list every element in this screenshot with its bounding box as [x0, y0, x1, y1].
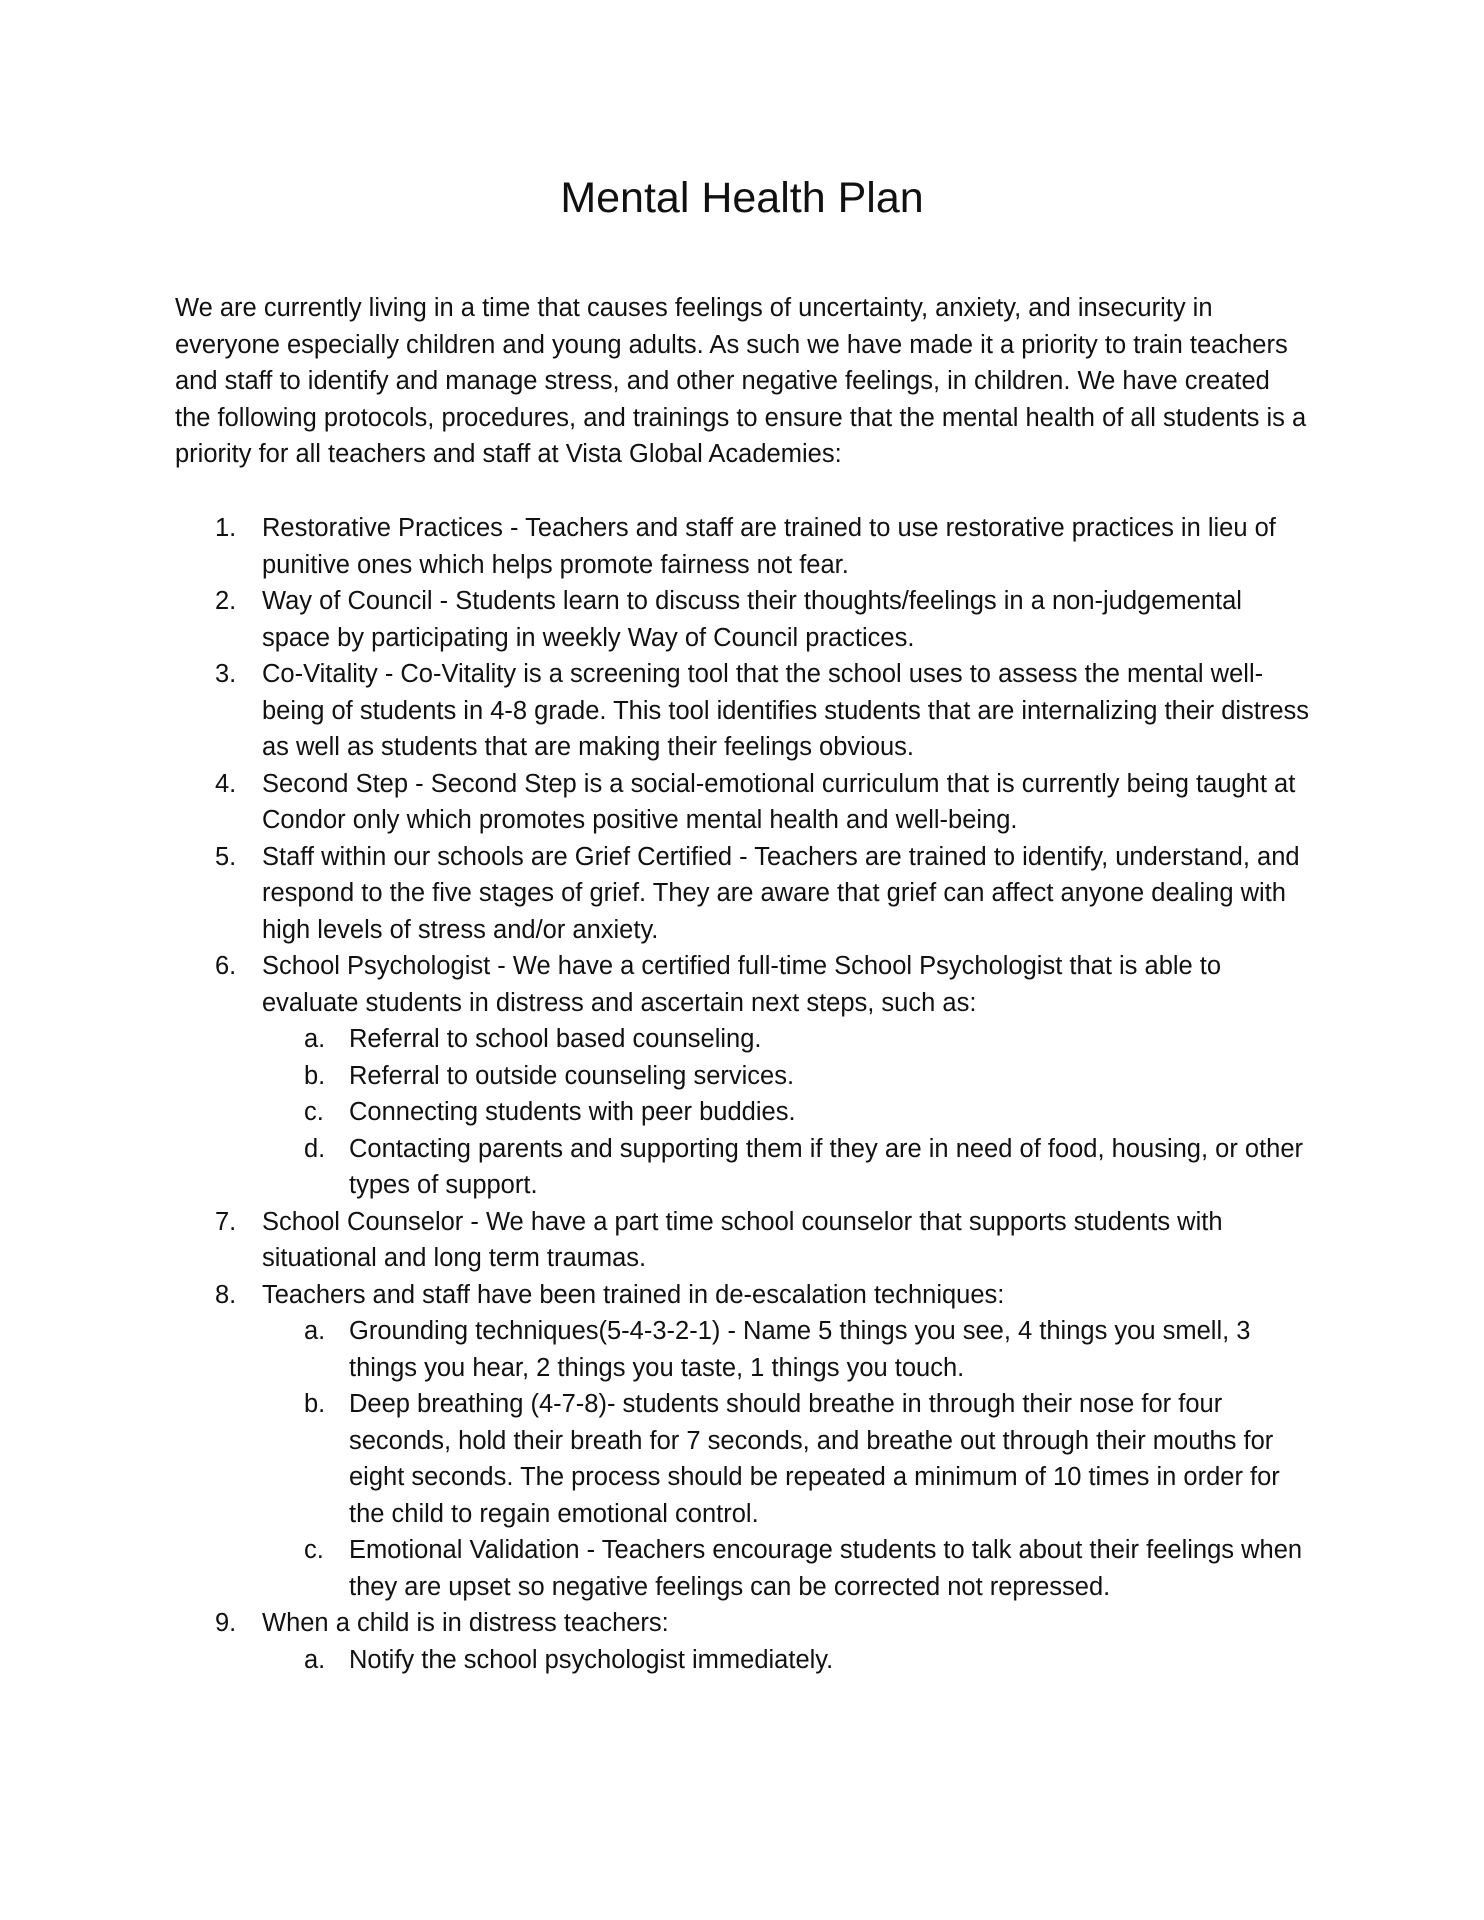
list-item — [175, 1204, 1310, 1277]
sub-list-item — [262, 1058, 1310, 1095]
numbered-list — [175, 510, 1310, 1678]
list-item-number: 9. — [215, 1609, 237, 1637]
list-item — [175, 839, 1310, 949]
list-item-number: 3. — [215, 660, 237, 688]
list-item-text: School Counselor - We have a part time school counselor that supports students with situational and long term traumas. — [262, 1207, 1223, 1272]
list-item — [175, 948, 1310, 1204]
sub-list — [262, 1313, 1310, 1605]
sub-list-item-text: Notify the school psychologist immediately. — [349, 1645, 834, 1674]
intro-paragraph: We are currently living in a time that causes feelings of uncertainty, anxiety, and insecurity in everyone especially children and young adults. As such we have made it a priority to train teachers and staff to identify and manage stress, and other negative feelings, in children. We have created the following protocols, procedures, and trainings to ensure that the mental health of all students is a priority for all teachers and staff at Vista Global Academies: — [175, 294, 1307, 468]
sub-list-item — [262, 1131, 1310, 1204]
list-item-number: 7. — [215, 1207, 237, 1236]
list-item-text: Co-Vitality - Co-Vitality is a screening tool that the school uses to assess the mental well-being of students in 4-8 grade. This tool identifies students that are internalizing their distress as well as students that are making their feelings obvious. — [262, 660, 1310, 761]
sub-list — [262, 1642, 1310, 1679]
sub-list-item-text: Grounding techniques(5-4-3-2-1) - Name 5 things you see, 4 things you smell, 3 things you hear, 2 things you taste, 1 things you touch. — [349, 1317, 1251, 1382]
list-item — [175, 656, 1310, 766]
list-item — [175, 1605, 1310, 1678]
sub-list-item-text: Contacting parents and supporting them if they are in need of food, housing, or other types of support. — [349, 1134, 1304, 1199]
list-item-number: 5. — [215, 842, 237, 871]
sub-list-item — [262, 1642, 1310, 1679]
sub-list-item-letter: d. — [304, 1134, 326, 1163]
list-item-number: 8. — [215, 1280, 237, 1309]
list-item-text: Staff within our schools are Grief Certified - Teachers are trained to identify, understand, and respond to the five stages of grief. They are aware that grief can affect anyone dealing with high levels of stress and/or anxiety. — [262, 842, 1300, 944]
list-item — [175, 1277, 1310, 1606]
sub-list-item — [262, 1094, 1310, 1131]
list-item-number: 6. — [215, 952, 237, 980]
sub-list-item-letter: c. — [304, 1098, 324, 1126]
list-item-number: 1. — [215, 514, 237, 542]
list-item — [175, 766, 1310, 839]
sub-list-item-text: Connecting students with peer buddies. — [349, 1098, 796, 1126]
sub-list-item-letter: a. — [304, 1317, 326, 1345]
sub-list-item-text: Deep breathing (4-7-8)- students should breathe in through their nose for four seconds, hold their breath for 7 seconds, and breathe out through their mouths for eight seconds. The process should be repeated a minimum of 10 times in order for the child to regain emotional control. — [349, 1390, 1280, 1528]
sub-list-item-text: Emotional Validation - Teachers encourage students to talk about their feelings when they are upset so negative feelings can be corrected not repressed. — [349, 1536, 1303, 1601]
sub-list-item-text: Referral to school based counseling. — [349, 1025, 762, 1053]
sub-list-item-text: Referral to outside counseling services. — [349, 1061, 795, 1090]
page-title: Mental Health Plan — [560, 174, 924, 222]
sub-list-item-letter: a. — [304, 1025, 326, 1053]
sub-list-item — [262, 1386, 1310, 1532]
list-item — [175, 510, 1310, 583]
list-item-number: 2. — [215, 587, 237, 615]
list-item — [175, 583, 1310, 656]
sub-list-item — [262, 1313, 1310, 1386]
list-item-text: Teachers and staff have been trained in de-escalation techniques: — [262, 1280, 1005, 1309]
list-item-text: Way of Council - Students learn to discuss their thoughts/feelings in a non-judgemental space by participating in weekly Way of Council practices. — [262, 587, 1242, 652]
list-item-text: Second Step - Second Step is a social-emotional curriculum that is currently being taught at Condor only which promotes positive mental health and well-being. — [262, 769, 1296, 834]
sub-list-item — [262, 1532, 1310, 1605]
list-item-number: 4. — [215, 769, 237, 798]
sub-list-item-letter: a. — [304, 1645, 326, 1674]
list-item-text: Restorative Practices - Teachers and staff are trained to use restorative practices in lieu of punitive ones which helps promote fairness not fear. — [262, 514, 1276, 579]
sub-list-item-letter: b. — [304, 1390, 326, 1418]
sub-list — [262, 1021, 1310, 1204]
list-item-text: When a child is in distress teachers: — [262, 1609, 669, 1637]
sub-list-item — [262, 1021, 1310, 1058]
list-item-text: School Psychologist - We have a certified full-time School Psychologist that is able to evaluate students in distress and ascertain next steps, such as: — [262, 952, 1222, 1017]
sub-list-item-letter: c. — [304, 1536, 324, 1564]
sub-list-item-letter: b. — [304, 1061, 326, 1090]
